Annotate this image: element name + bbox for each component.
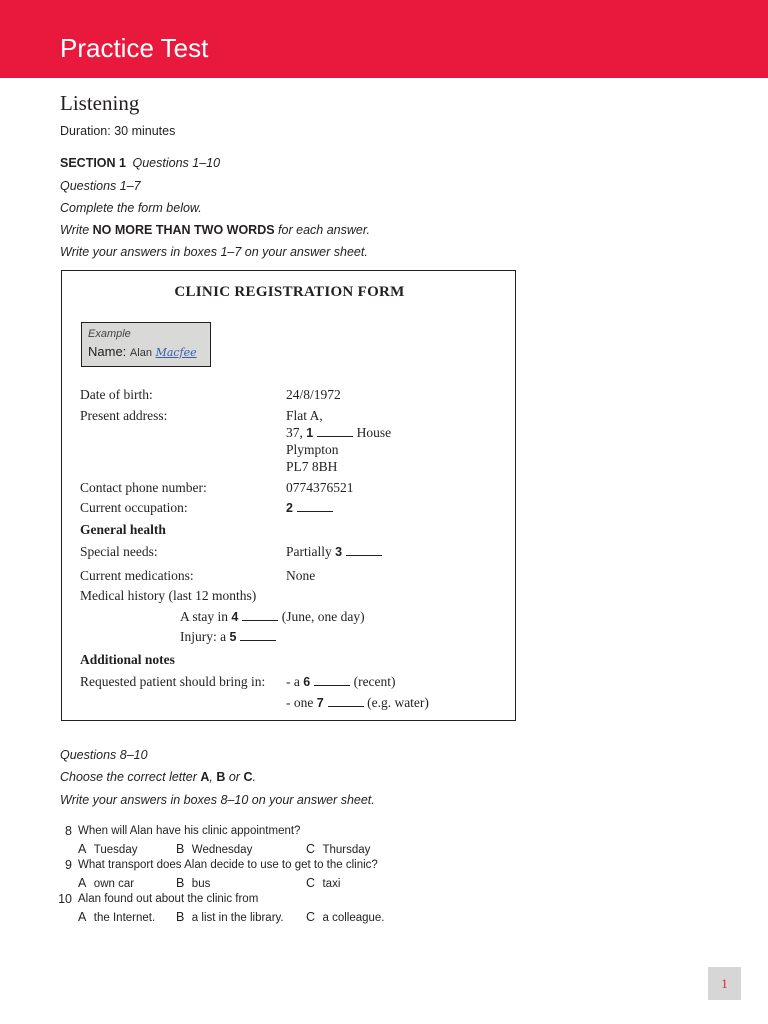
example-name-value: Alan bbox=[129, 347, 152, 359]
address-line-4: PL7 8BH bbox=[286, 459, 338, 474]
option-text: Wednesday bbox=[191, 844, 253, 856]
part2-instruction-2: Write your answers in boxes 8–10 on your answer sheet. bbox=[60, 793, 375, 807]
option-a bbox=[78, 840, 137, 858]
option-a bbox=[78, 874, 134, 892]
section-line bbox=[60, 155, 220, 171]
answer-blank-3 bbox=[346, 545, 382, 556]
option-letter: C bbox=[306, 876, 316, 890]
instruction-emphasis: NO MORE THAN TWO WORDS bbox=[92, 223, 275, 237]
option-text: a colleague. bbox=[322, 912, 385, 924]
stay-post: (June, one day) bbox=[281, 609, 365, 624]
option-text: Thursday bbox=[322, 844, 371, 856]
question-number: 8 bbox=[65, 824, 72, 838]
answer-blank-1 bbox=[317, 426, 353, 437]
option-letter: A bbox=[78, 842, 87, 856]
instruction-text: Choose the correct letter bbox=[60, 770, 201, 784]
question-text: What transport does Alan decide to use to get to the clinic? bbox=[78, 859, 378, 871]
instruction-text: , bbox=[209, 770, 217, 784]
option-c bbox=[306, 874, 340, 892]
bring-item-2-post: (e.g. water) bbox=[367, 695, 429, 710]
example-handwritten-answer: Macfee bbox=[155, 346, 197, 359]
question-number-5: 5 bbox=[229, 630, 237, 644]
answer-blank-5 bbox=[240, 630, 276, 641]
special-needs-value bbox=[286, 543, 382, 561]
part1-range: Questions 1–7 bbox=[60, 179, 141, 193]
instruction-text: for each answer. bbox=[274, 223, 370, 237]
header-banner bbox=[0, 0, 768, 78]
option-letter: A bbox=[78, 910, 87, 924]
occupation-value bbox=[286, 499, 333, 517]
dob-label: Date of birth: bbox=[80, 387, 153, 402]
answer-blank-2 bbox=[297, 501, 333, 512]
option-text: the Internet. bbox=[93, 912, 156, 924]
stay-line bbox=[180, 608, 365, 626]
instruction-text: Write bbox=[60, 223, 93, 237]
answer-blank-4 bbox=[242, 610, 278, 621]
section-label: SECTION 1 bbox=[60, 156, 126, 170]
option-text: taxi bbox=[322, 878, 341, 890]
page-number: 1 bbox=[708, 967, 741, 1000]
option-b bbox=[176, 908, 284, 926]
address-line-2-post: House bbox=[356, 425, 392, 440]
address-line-2-pre: 37, bbox=[286, 425, 303, 440]
option-letter: B bbox=[176, 876, 185, 890]
part1-instruction-1: Complete the form below. bbox=[60, 201, 202, 215]
additional-notes-heading: Additional notes bbox=[80, 652, 175, 667]
question-number: 10 bbox=[58, 892, 72, 906]
duration-text: Duration: 30 minutes bbox=[60, 124, 176, 138]
stay-pre: A stay in bbox=[180, 609, 229, 624]
option-letter: B bbox=[176, 842, 185, 856]
letter-b: B bbox=[216, 770, 226, 784]
letter-c: C bbox=[243, 770, 253, 784]
option-c bbox=[306, 908, 385, 926]
question-number-7: 7 bbox=[316, 696, 324, 710]
letter-a: A bbox=[200, 770, 210, 784]
part2-range: Questions 8–10 bbox=[60, 748, 148, 762]
bring-item-1-pre: - a bbox=[286, 674, 300, 689]
question-number-2: 2 bbox=[286, 501, 293, 515]
section-heading: Listening bbox=[60, 91, 140, 115]
registration-form bbox=[61, 270, 516, 721]
instruction-text: or bbox=[225, 770, 244, 784]
form-title: CLINIC REGISTRATION FORM bbox=[174, 284, 405, 300]
option-text: a list in the library. bbox=[191, 912, 284, 924]
bring-item-2-pre: - one bbox=[286, 695, 314, 710]
instruction-text: . bbox=[252, 770, 256, 784]
example-name-label: Name: bbox=[88, 344, 127, 359]
question-text: When will Alan have his clinic appointment? bbox=[78, 825, 301, 837]
injury-pre: Injury: a bbox=[180, 629, 227, 644]
part2-instruction-1 bbox=[60, 769, 256, 785]
example-label: Example bbox=[88, 328, 131, 340]
option-c bbox=[306, 840, 370, 858]
bring-item-1 bbox=[286, 673, 396, 691]
option-letter: C bbox=[306, 842, 316, 856]
example-box bbox=[81, 322, 211, 367]
option-letter: A bbox=[78, 876, 87, 890]
page-title: Practice Test bbox=[60, 33, 209, 63]
option-text: bus bbox=[191, 878, 211, 890]
address-line-2 bbox=[286, 424, 391, 442]
answer-blank-6 bbox=[314, 675, 350, 686]
question-number-3: 3 bbox=[335, 545, 343, 559]
option-letter: B bbox=[176, 910, 185, 924]
injury-line bbox=[180, 628, 276, 646]
phone-label: Contact phone number: bbox=[80, 480, 207, 495]
option-text: Tuesday bbox=[93, 844, 138, 856]
example-name bbox=[88, 344, 197, 359]
medications-value: None bbox=[286, 568, 316, 583]
part1-instruction-2 bbox=[60, 222, 370, 238]
dob-value: 24/8/1972 bbox=[286, 387, 341, 402]
option-a bbox=[78, 908, 155, 926]
address-label: Present address: bbox=[80, 408, 168, 423]
address-line-1: Flat A, bbox=[286, 408, 323, 423]
address-line-3: Plympton bbox=[286, 442, 339, 457]
medical-history-label: Medical history (last 12 months) bbox=[80, 588, 257, 603]
bring-item-1-post: (recent) bbox=[353, 674, 396, 689]
medications-label: Current medications: bbox=[80, 568, 194, 583]
option-text: own car bbox=[93, 878, 135, 890]
bring-label: Requested patient should bring in: bbox=[80, 674, 266, 689]
bring-item-2 bbox=[286, 694, 429, 712]
question-number: 9 bbox=[65, 858, 72, 872]
question-number-6: 6 bbox=[303, 675, 311, 689]
question-number-1: 1 bbox=[306, 426, 314, 440]
occupation-label: Current occupation: bbox=[80, 500, 188, 515]
special-needs-label: Special needs: bbox=[80, 544, 158, 559]
general-health-heading: General health bbox=[80, 522, 166, 537]
question-text: Alan found out about the clinic from bbox=[78, 893, 259, 905]
answer-blank-7 bbox=[328, 696, 364, 707]
special-needs-pre: Partially bbox=[286, 544, 332, 559]
part1-instruction-3: Write your answers in boxes 1–7 on your answer sheet. bbox=[60, 245, 368, 259]
option-b bbox=[176, 874, 210, 892]
option-letter: C bbox=[306, 910, 316, 924]
option-b bbox=[176, 840, 252, 858]
phone-value: 0774376521 bbox=[286, 480, 354, 495]
question-number-4: 4 bbox=[231, 610, 239, 624]
section-range: Questions 1–10 bbox=[132, 156, 221, 170]
